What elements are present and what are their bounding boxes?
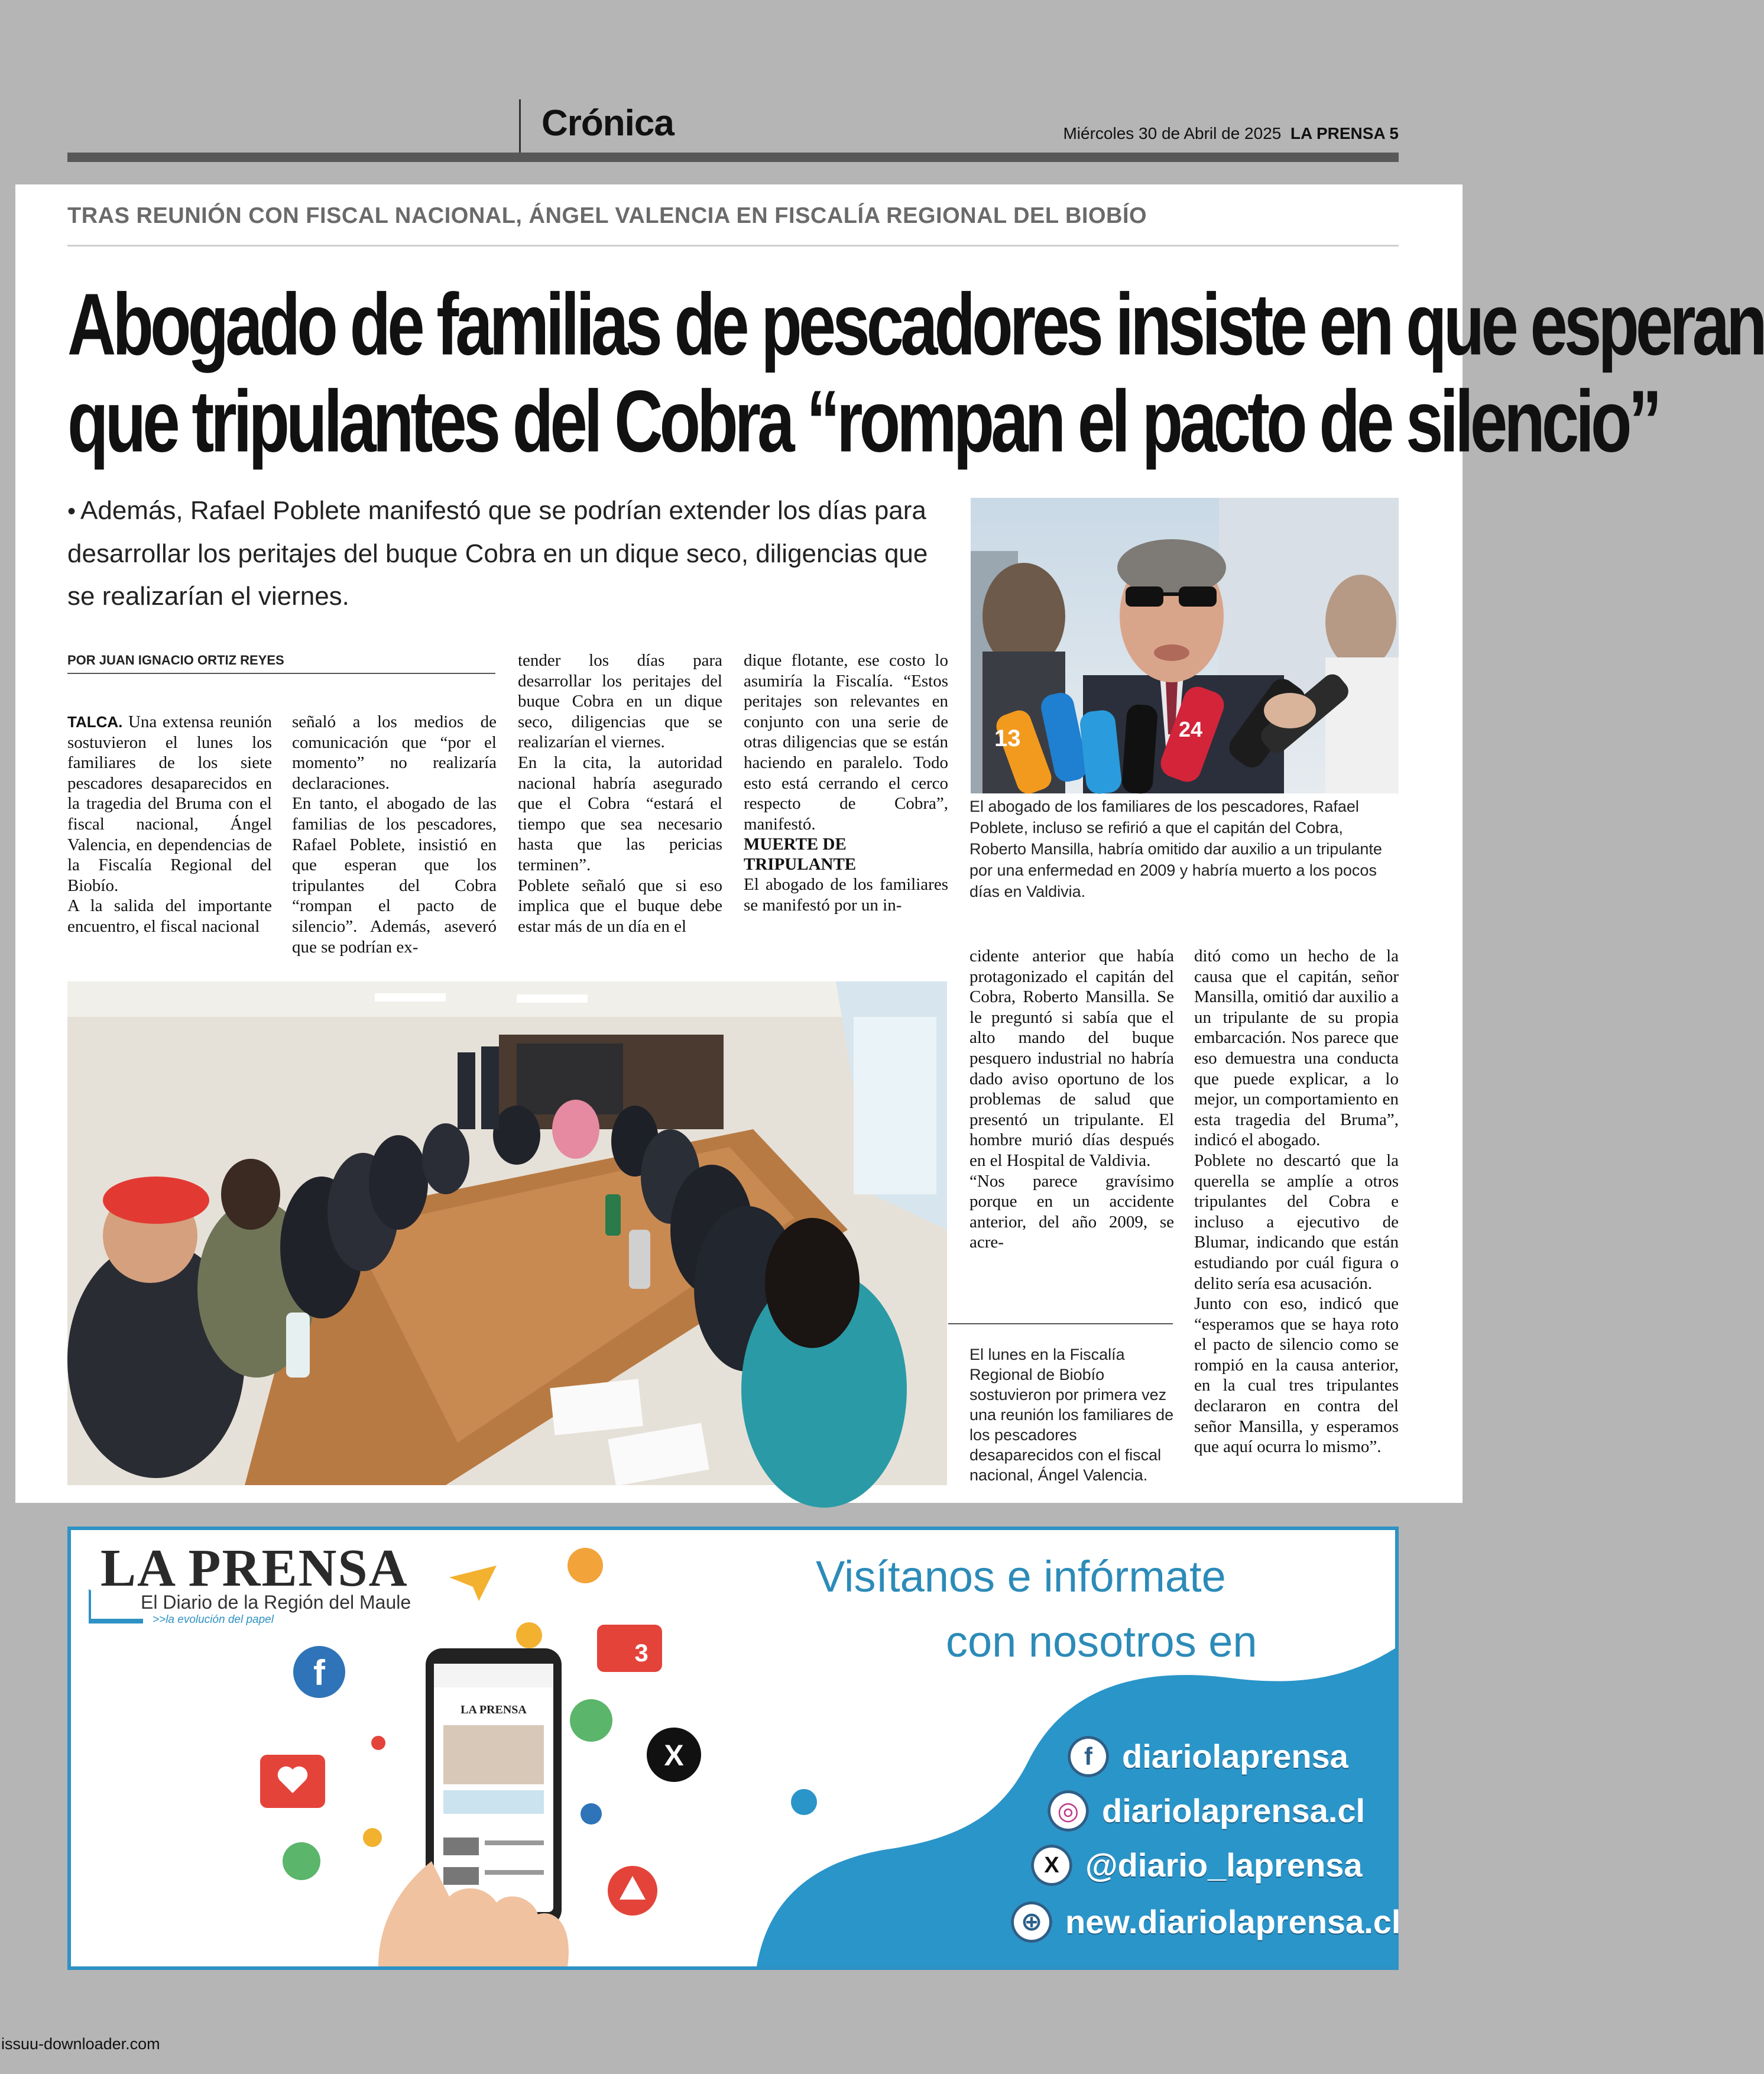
header-divider xyxy=(519,99,521,153)
paragraph: señaló a los medios de comunicación que “por el momento” no realizaría declaraciones. xyxy=(292,712,497,793)
paragraph: El abogado de los familiares se manifestó por un in- xyxy=(744,875,948,915)
lead-bullet: • xyxy=(67,498,76,524)
body-column-3 xyxy=(518,650,722,936)
byline: POR JUAN IGNACIO ORTIZ REYES xyxy=(67,653,284,667)
paragraph: Poblete señaló que si eso implica que el buque debe estar más de un día en el xyxy=(518,876,722,936)
body-column-2 xyxy=(292,712,497,957)
phone-logo: LA PRENSA xyxy=(461,1703,527,1716)
byline-rule xyxy=(67,673,495,674)
photo-lawyer-caption: El abogado de los familiares de los pescadores, Rafael Poblete, incluso se refirió a que el capitán del Cobra, Roberto Mansilla, habría omitido dar auxilio a un tripulante por una enfermedad en 2009 y habría muerto a los pocos días en Valdivia. xyxy=(969,798,1382,900)
article-lead xyxy=(67,490,954,618)
mic-label-24: 24 xyxy=(1179,717,1203,741)
publication-page: LA PRENSA 5 xyxy=(1290,124,1399,142)
paragraph: En tanto, el abogado de las familias de los pescadores, Rafael Poblete, insistió en que esperan que los tripulantes del Cobra “rompan el pacto de silencio”. Además, aseveró que se podrían ex- xyxy=(292,794,497,957)
photo-lawyer-press xyxy=(971,498,1399,793)
facebook-bubble-icon: f xyxy=(313,1653,325,1693)
header-rule xyxy=(67,153,1399,162)
subhead: MUERTE DE TRIPULANTE xyxy=(744,835,857,874)
headline-line-1: Abogado de familias de pescadores insiste en que esperan xyxy=(67,276,1764,374)
issue-date: Miércoles 30 de Abril de 2025 xyxy=(1063,124,1282,142)
social-facebook[interactable] xyxy=(1068,1736,1348,1777)
kicker-rule xyxy=(67,245,1399,247)
paragraph: dique flotante, ese costo lo asumiría la Fiscalía. “Estos peritajes son relevantes en conjunto con una serie de otras diligencias que se están haciendo en paralelo. Todo esto está cerrando el cerco respecto de Cobra”, manifestó. xyxy=(744,651,948,834)
ad-logo-tagline: >>la evolución del papel xyxy=(153,1613,274,1626)
body-column-4 xyxy=(744,650,948,916)
website-url: new.diariolaprensa.cl xyxy=(1065,1903,1401,1940)
x-handle: @diario_laprensa xyxy=(1085,1846,1363,1884)
social-x[interactable] xyxy=(1031,1845,1363,1886)
paragraph: En la cita, la autoridad nacional habría asegurado que el Cobra “estará el tiempo que sea necesario hasta que las pericias terminen”. xyxy=(518,753,722,874)
social-instagram[interactable] xyxy=(1048,1790,1365,1832)
notification-count: 3 xyxy=(634,1639,648,1667)
article-kicker: TRAS REUNIÓN CON FISCAL NACIONAL, ÁNGEL VALENCIA EN FISCALÍA REGIONAL DEL BIOBÍO xyxy=(67,203,1147,228)
instagram-glyph: ◎ xyxy=(1057,1796,1079,1825)
dateline: TALCA. xyxy=(67,713,123,731)
body-column-5 xyxy=(969,946,1174,1253)
globe-glyph: ⊕ xyxy=(1020,1907,1043,1937)
caption-rule xyxy=(948,1323,1173,1324)
x-bubble-icon: X xyxy=(664,1739,684,1772)
paragraph: tender los días para desarrollar los peritajes del buque Cobra en un dique seco, diligencias que se realizarían el viernes. xyxy=(518,651,722,752)
ad-logo: LA PRENSA xyxy=(100,1539,408,1597)
paragraph: “Nos parece gravísimo porque en un accidente anterior, del año 2009, se acre- xyxy=(969,1171,1174,1252)
paragraph-text: Una extensa reunión sostuvieron el lunes los familiares de los siete pescadores desaparecidos en la tragedia del Bruma con el fiscal nacional, Ángel Valencia, en dependencias de la Fiscalía Regional del Biobío. xyxy=(67,712,273,895)
photo-meeting-room xyxy=(67,981,947,1485)
lead-text: Además, Rafael Poblete manifestó que se podrían extender los días para desarrollar los peritajes del buque Cobra en un dique seco, diligencias que se realizarían el viernes. xyxy=(67,496,928,611)
social-website[interactable] xyxy=(1011,1901,1400,1943)
paragraph: Poblete no descartó que la querella se amplíe a otros tripulantes del Cobra e incluso a ejecutivo de Blumar, indicando que están estudiando por cuál figura o delito sería esa acusación. xyxy=(1194,1151,1399,1293)
photo-lawyer-illustration xyxy=(971,498,1399,793)
globe-icon xyxy=(1011,1901,1052,1943)
ad-logo-subtitle: El Diario de la Región del Maule xyxy=(141,1592,411,1613)
social-media-ad xyxy=(67,1527,1399,1970)
facebook-icon xyxy=(1068,1736,1109,1777)
x-glyph: X xyxy=(1044,1853,1059,1878)
instagram-icon xyxy=(1048,1790,1089,1832)
paragraph xyxy=(67,712,272,896)
facebook-handle: diariolaprensa xyxy=(1122,1738,1348,1775)
paragraph: cidente anterior que había protagonizado el capitán del Cobra, Roberto Mansilla. Se le preguntó si sabía que el alto mando del buque pesquero industrial no habría dado aviso oportuno de los problemas de salud que presentó un tripulante. El hombre murió días después en el Hospital de Valdivia. xyxy=(969,947,1174,1170)
paragraph: ditó como un hecho de la causa que el capitán, señor Mansilla, omitió dar auxilio a un tripulante de su propia embarcación. Nos parece que eso demuestra una conducta que puede explicar, a lo mejor, un comportamiento en esta tragedia del Bruma”, indicó el abogado. xyxy=(1194,947,1399,1150)
watermark: issuu-downloader.com xyxy=(1,2035,160,2053)
paragraph: Junto con eso, indicó que “esperamos que se haya roto el pacto de silencio como se rompió en la causa anterior, en la cual tres tripulantes declararon en contra del señor Mansilla, y esperamos que aquí ocurra lo mismo”. xyxy=(1194,1294,1399,1457)
x-icon xyxy=(1031,1845,1072,1886)
ad-headline-line-1: Visítanos e infórmate xyxy=(816,1552,1226,1601)
ad-headline-line-2: con nosotros en xyxy=(946,1617,1257,1666)
header-date-page xyxy=(1063,125,1399,142)
section-title: Crónica xyxy=(541,103,674,144)
paragraph: A la salida del importante encuentro, el fiscal nacional xyxy=(67,896,272,936)
photo-meeting-caption: El lunes en la Fiscalía Regional de Biobío sostuvieron por primera vez una reunión los familiares de los pescadores desaparecidos con el fiscal nacional, Ángel Valencia. xyxy=(969,1346,1174,1484)
mic-label-13: 13 xyxy=(994,725,1021,751)
headline-line-2: que tripulantes del Cobra “rompan el pacto de silencio” xyxy=(67,372,1659,471)
body-column-6 xyxy=(1194,946,1399,1457)
photo-meeting-illustration xyxy=(67,981,947,1485)
body-column-1 xyxy=(67,712,272,937)
instagram-handle: diariolaprensa.cl xyxy=(1102,1792,1366,1829)
facebook-glyph: f xyxy=(1084,1742,1092,1770)
